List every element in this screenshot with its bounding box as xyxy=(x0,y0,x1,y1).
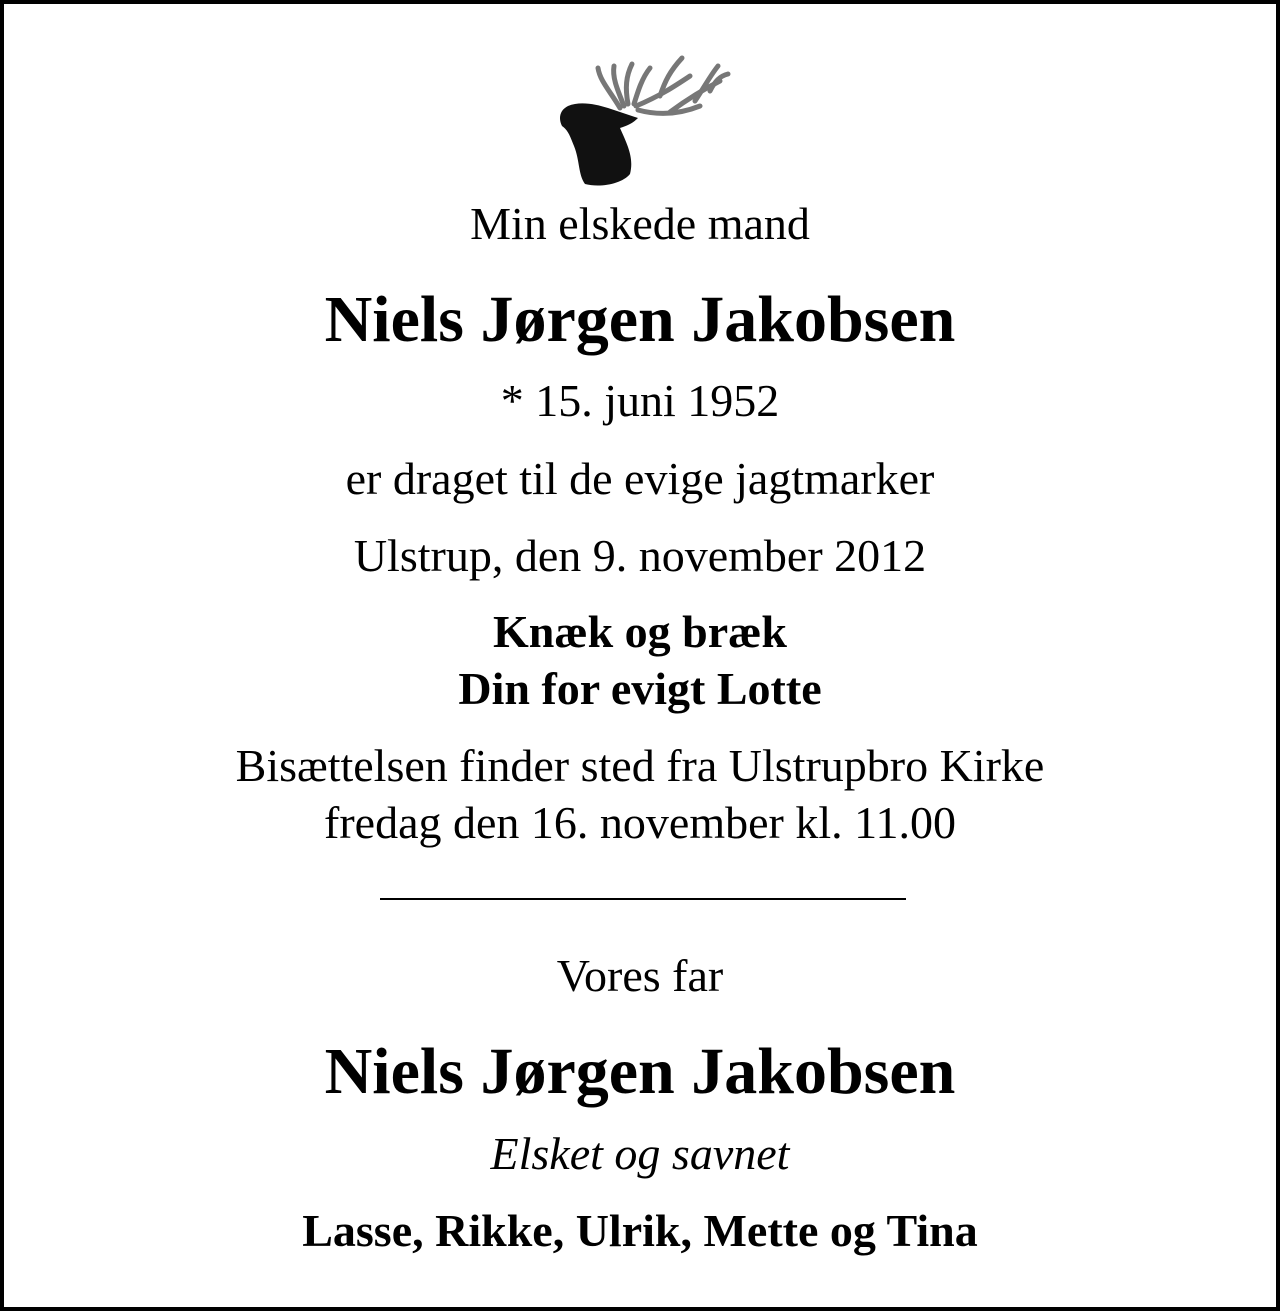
greeting-line-1: Knæk og bræk xyxy=(493,606,787,657)
place-date: Ulstrup, den 9. november 2012 xyxy=(353,530,927,581)
passing-text: er draget til de evige jagtmarker xyxy=(345,453,935,504)
signatories: Lasse, Rikke, Ulrik, Mette og Tina xyxy=(302,1205,978,1256)
deceased-name: Niels Jørgen Jakobsen xyxy=(324,283,956,356)
birth-date: * 15. juni 1952 xyxy=(500,375,780,426)
deceased-name-2: Niels Jørgen Jakobsen xyxy=(324,1035,956,1108)
intro-text: Min elskede mand xyxy=(470,198,810,249)
funeral-line-2: fredag den 16. november kl. 11.00 xyxy=(324,797,956,848)
funeral-line-1: Bisættelsen finder sted fra Ulstrupbro Kirke xyxy=(235,740,1045,791)
tagline: Elsket og savnet xyxy=(490,1128,790,1179)
intro-text-2: Vores far xyxy=(556,950,724,1001)
greeting-line-2: Din for evigt Lotte xyxy=(458,663,822,714)
deer-head-icon xyxy=(550,46,740,196)
divider xyxy=(380,898,906,900)
